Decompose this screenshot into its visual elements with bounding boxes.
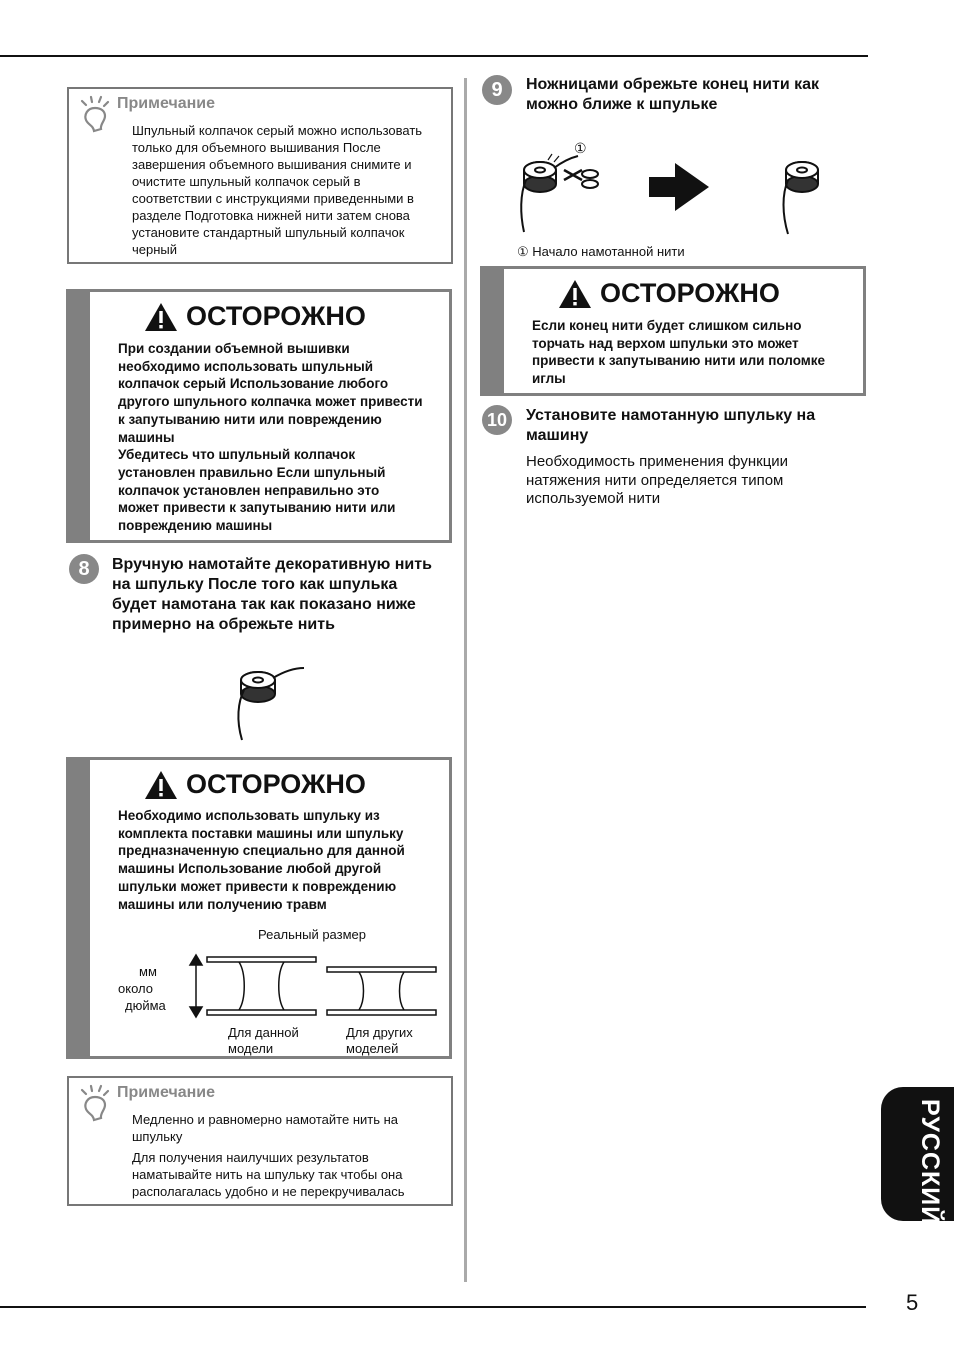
step-8-badge: 8	[69, 554, 99, 584]
real-size-label: Реальный размер	[258, 927, 366, 942]
step-8-text: Вручную намотайте декоративную нить на шпульку После того как шпулька будет намотана так как показано ниже примерно на обрежьте нить	[112, 556, 432, 633]
bottom-rule	[0, 1306, 866, 1308]
dimension-label: мм около дюйма	[118, 964, 166, 1013]
warning-2-title: ОСТОРОЖНО	[186, 769, 366, 799]
lightbulb-icon	[79, 1084, 111, 1122]
warning-triangle-icon	[558, 279, 592, 309]
note-1-title: Примечание	[117, 95, 216, 112]
note-box-2	[67, 1076, 453, 1206]
warning-box-1	[66, 289, 452, 543]
label-other-models: Для других моделей	[346, 1025, 413, 1056]
column-divider	[464, 78, 467, 1282]
language-tab	[881, 1087, 954, 1226]
warning-triangle-icon	[144, 302, 178, 332]
warning-1-title: ОСТОРОЖНО	[186, 301, 366, 331]
warning-1-text: При создании объемной вышивки необходимо использовать шпульный колпачок серый Использование любого другого шпульного колпачка может привести к запутыванию нити или повреждению машины Убедитесь что шпульный колпачок установлен правильно Если шпульный колпачок установлен неправильно это может привести к запутыванию нити или повреждению машины	[118, 341, 423, 534]
cut-thread-illustration	[512, 140, 622, 236]
step-10-body: Необходимость применения функции натяжения нити определяется типом используемой нити	[526, 453, 789, 507]
warning-3-text: Если конец нити будет слишком сильно торчать над верхом шпульки это может привести к запутыванию нити или поломке иглы	[532, 318, 826, 387]
note-box-1	[67, 87, 453, 264]
step-10-text: Установите намотанную шпульку на машину	[526, 407, 816, 444]
right-arrow-icon	[649, 163, 709, 211]
warning-box-2	[66, 757, 452, 1059]
warning-triangle-icon	[144, 770, 178, 800]
language-tab-label: РУССКИЙ	[916, 1099, 944, 1226]
label-this-model: Для данной модели	[228, 1025, 299, 1056]
trimmed-bobbin-illustration	[770, 152, 830, 238]
step-10-badge: 10	[482, 405, 512, 435]
warning-2-text: Необходимо использовать шпульку из комплекта поставки машины или шпульку предназначенную специально для данной машины Использование любой другой шпульки может привести к повреждению машины или получению травм	[118, 808, 405, 912]
step-9-badge: 9	[482, 75, 512, 105]
lightbulb-icon	[79, 95, 111, 133]
page-number: 5	[906, 1290, 919, 1315]
note-1-text: Шпульный колпачок серый можно использовать только для объемного вышивания После завершения объемного вышивания снимите и очистите шпульный колпачок серый в соответствии с инструкциями приведенными в разделе Подготовка нижней нити затем снова установите стандартный шпульный колпачок черный	[132, 123, 423, 257]
note-2-title: Примечание	[117, 1084, 216, 1101]
bobbin-size-diagram	[184, 953, 444, 1023]
step-9-text: Ножницами обрежьте конец нити как можно ближе к шпульке	[526, 76, 820, 113]
figure-caption: ① Начало намотанной нити	[517, 244, 685, 259]
warning-box-3	[480, 266, 866, 396]
callout-1-marker: ①	[574, 140, 587, 156]
note-2-text: Медленно и равномерно намотайте нить на шпульку Для получения наилучших результатов наматывайте нить на шпульку так чтобы она располагалась удобно и не перекручивалась	[132, 1112, 405, 1199]
warning-3-title: ОСТОРОЖНО	[600, 278, 780, 308]
top-rule	[0, 55, 868, 57]
wound-bobbin-illustration	[228, 662, 312, 746]
